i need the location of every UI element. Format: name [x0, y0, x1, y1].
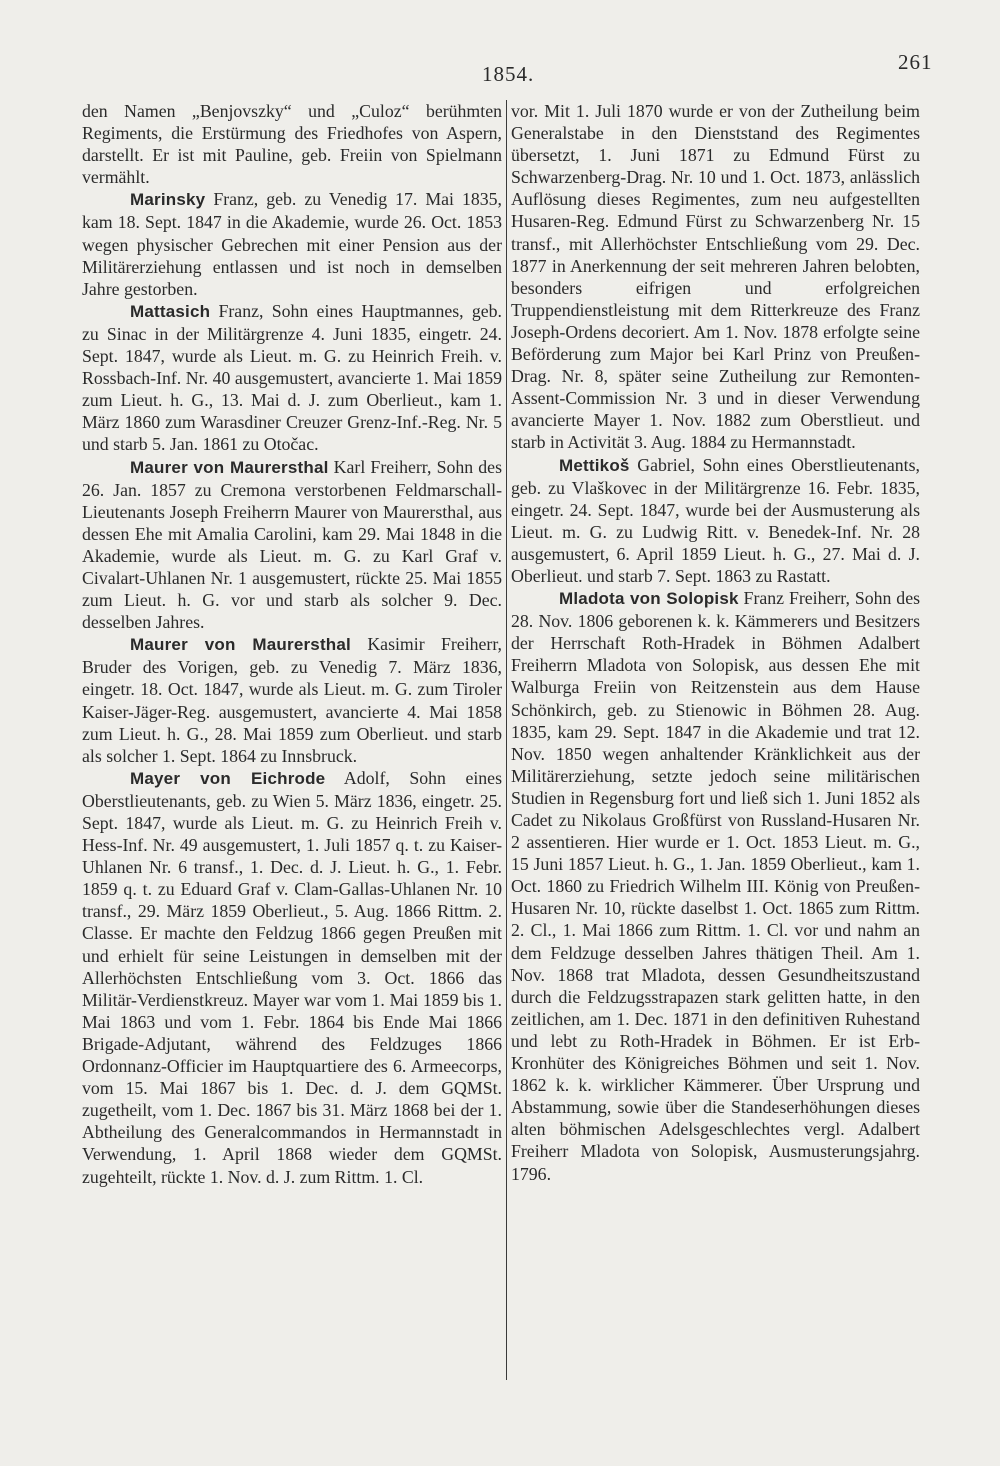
page-number: 261 — [898, 50, 933, 74]
entry-name: Marinsky — [130, 190, 206, 210]
entry-mattasich — [82, 300, 502, 456]
entry-text: Karl Freiherr, Sohn des 26. Jan. 1857 zu Cremona verstorbenen Feldmarschall-Lieutenants Joseph Freiherrn Maurer von Maurersthal, aus dessen Ehe mit Amalia Carolini, kam 29. Mai 1848 in die Akademie, wurde als Lieut. m. G. zu Karl Graf v. Civalart-Uhlanen Nr. 1 ausgemustert, rückte 25. Mai 1855 zum Lieut. h. G. vor und starb als solcher 9. Dec. desselben Jahres. — [82, 456, 502, 633]
entry-maurer-kasimir — [82, 633, 502, 767]
entry-name: Maurer von Maurersthal — [130, 635, 351, 655]
entry-text: Gabriel, Sohn eines Oberstlieutenants, geb. zu Vlaškovec in der Militärgrenze 16. Febr. 1835, eingetr. 24. Sept. 1847, wurde bei der Ausmusterung als Lieut. m. G. zu Ludwig Ritt. v. Benedek-Inf. Nr. 28 ausgemustert, 6. April 1859 Lieut. h. G., 27. Mai d. J. Oberlieut. und starb 7. Sept. 1863 zu Rastatt. — [511, 454, 920, 586]
right-column — [511, 100, 920, 1185]
entry-name: Mayer von Eichrode — [130, 768, 326, 788]
entry-text: Kasimir Freiherr, Bruder des Vorigen, geb. zu Venedig 7. März 1836, eingetr. 18. Oct. 1847, wurde als Lieut. m. G. zum Tiroler Kaiser-Jäger-Reg. ausgemustert, avancierte 4. Mai 1858 zum Lieut. h. G., 28. Mai 1859 zum Oberlieut. und starb als solcher 1. Sept. 1864 zu Innsbruck. — [82, 634, 502, 766]
entry-maurer-karl — [82, 456, 502, 634]
entry-text: vor. Mit 1. Juli 1870 wurde er von der Zutheilung beim Generalstabe in den Dienststand des Regimentes übersetzt, 1. Juni 1871 zu Edmund Fürst zu Schwarzenberg-Drag. Nr. 10 und 1. Oct. 1873, anlässlich Auflösung dieses Regimentes, zum neu aufgestellten Husaren-Reg. Edmund Fürst zu Schwarzenberg Nr. 15 transf., mit Allerhöchster Entschließung vom 29. Dec. 1877 in Anerkennung der seit mehreren Jahren belobten, besonders eifrigen und erfolgreichen Truppendienstleistung mit dem Ritterkreuze des Franz Joseph-Ordens decoriert. Am 1. Nov. 1878 erfolgte seine Beförderung zum Major bei Karl Prinz von Preußen-Drag. Nr. 8, später seine Zutheilung zur Remonten-Assent-Commission Nr. 3 und in dieser Verwendung avancierte Mayer 1. Nov. 1882 zum Oberstlieut. und starb in Activität 3. Aug. 1884 zu Hermannstadt. — [511, 101, 920, 453]
entry-marinsky — [82, 188, 502, 299]
entry-name: Mattasich — [130, 301, 211, 321]
entry-mayer — [82, 767, 502, 1188]
entry-name: Mettikoš — [559, 455, 630, 475]
entry-continuation — [82, 100, 502, 188]
entry-text: Franz Freiherr, Sohn des 28. Nov. 1806 geborenen k. k. Kämmerers und Besitzers der Herrschaft Roth-Hradek in Böhmen Adalbert Freiherrn Mladota von Solopisk, aus dessen Ehe mit Walburga Freiin von Reitzenstein aus dem Hause Schönkirch, geb. zu Stienowic in Böhmen 28. Aug. 1835, kam 29. Sept. 1847 in die Akademie und trat 12. Nov. 1850 wegen anhaltender Kränklichkeit aus der Militärerziehung, setzte jedoch seine militärischen Studien in Regensburg fort und ließ sich 1. Juni 1852 als Cadet zu Nikolaus Großfürst von Russland-Husaren Nr. 2 assentieren. Hier wurde er 1. Oct. 1853 Lieut. m. G., 15 Juni 1857 Lieut. h. G., 1. Jan. 1859 Oberlieut., kam 1. Oct. 1860 zu Friedrich Wilhelm III. König von Preußen-Husaren Nr. 10, rückte daselbst 1. Oct. 1865 zum Rittm. 2. Cl., 1. Mai 1866 zum Rittm. 1. Cl. vor und nahm an dem Feldzuge desselben Jahres thätigen Theil. Am 1. Nov. 1868 trat Mladota, dessen Gesundheitszustand durch die Feldzugsstrapazen stark gelitten hatte, in den zeitlichen, am 1. Dec. 1871 in den definitiven Ruhestand und lebt zu Roth-Hradek in Böhmen. Er ist Erb-Kronhüter des Königreiches Böhmen und seit 1. Nov. 1862 k. k. wirklicher Kämmerer. Über Ursprung und Abstammung, sowie über die Standeserhöhungen dieses alten böhmischen Adelsgeschlechtes vergl. Adalbert Freiherr Mladota von Solopisk, Ausmusterungsjahrg. 1796. — [511, 588, 920, 1184]
entry-mettikos — [511, 454, 920, 588]
entry-name: Mladota von Solopisk — [559, 589, 739, 609]
entry-text: Franz, geb. zu Venedig 17. Mai 1835, kam 18. Sept. 1847 in die Akademie, wurde 26. Oct. 1853 wegen physischer Gebrechen mit einer Pension aus der Militärerziehung entlassen und ist noch in demselben Jahre gestorben. — [82, 189, 502, 299]
entry-continuation — [511, 100, 920, 454]
left-column — [82, 100, 502, 1188]
entry-name: Maurer von Maurersthal — [130, 457, 329, 477]
entry-text: den Namen „Benjovszky“ und „Culoz“ berühmten Regiments, die Erstürmung des Friedhofes von Aspern, darstellt. Er ist mit Pauline, geb. Freiin von Spielmann vermählt. — [82, 101, 502, 188]
entry-mladota — [511, 587, 920, 1185]
column-divider — [506, 100, 507, 1380]
entry-text: Franz, Sohn eines Hauptmannes, geb. zu Sinac in der Militärgrenze 4. Juni 1835, eingetr. 24. Sept. 1847, wurde als Lieut. m. G. zu Heinrich Freih. v. Rossbach-Inf. Nr. 40 ausgemustert, avancierte 1. Mai 1859 zum Lieut. h. G., 13. Mai d. J. zum Oberlieut., kam 1. März 1860 zum Warasdiner Creuzer Grenz-Inf.-Reg. Nr. 5 und starb 5. Jan. 1861 zu Otočac. — [82, 300, 502, 455]
page-header-year: 1854. — [482, 62, 535, 86]
entry-text: Adolf, Sohn eines Oberstlieutenants, geb. zu Wien 5. März 1836, eingetr. 25. Sept. 1847, wurde als Lieut. m. G. zu Heinrich Freih v. Hess-Inf. Nr. 49 ausgemustert, 1. Juli 1857 q. t. zu Kaiser-Uhlanen Nr. 6 transf., 1. Dec. d. J. Lieut. h. G., 1. Febr. 1859 q. t. zu Eduard Graf v. Clam-Gallas-Uhlanen Nr. 10 transf., 29. März 1859 Oberlieut., 5. Aug. 1866 Rittm. 2. Classe. Er machte den Feldzug 1866 gegen Preußen mit und erhielt für seine Leistungen in demselben mit der Allerhöchsten Entschließung vom 3. Oct. 1866 das Militär-Verdienstkreuz. Mayer war vom 1. Mai 1859 bis 1. Mai 1863 und vom 1. Febr. 1864 bis Ende Mai 1866 Brigade-Adjutant, während des Feldzuges 1866 Ordonnanz-Officier im Hauptquartiere des 6. Armeecorps, vom 15. Mai 1867 bis 1. Dec. d. J. dem GQMSt. zugetheilt, vom 1. Dec. 1867 bis 31. März 1868 bei der 1. Abtheilung des Generalcommandos in Hermannstadt in Verwendung, 1. April 1868 wieder dem GQMSt. zugehteilt, rückte 1. Nov. d. J. zum Rittm. 1. Cl. — [82, 767, 502, 1187]
